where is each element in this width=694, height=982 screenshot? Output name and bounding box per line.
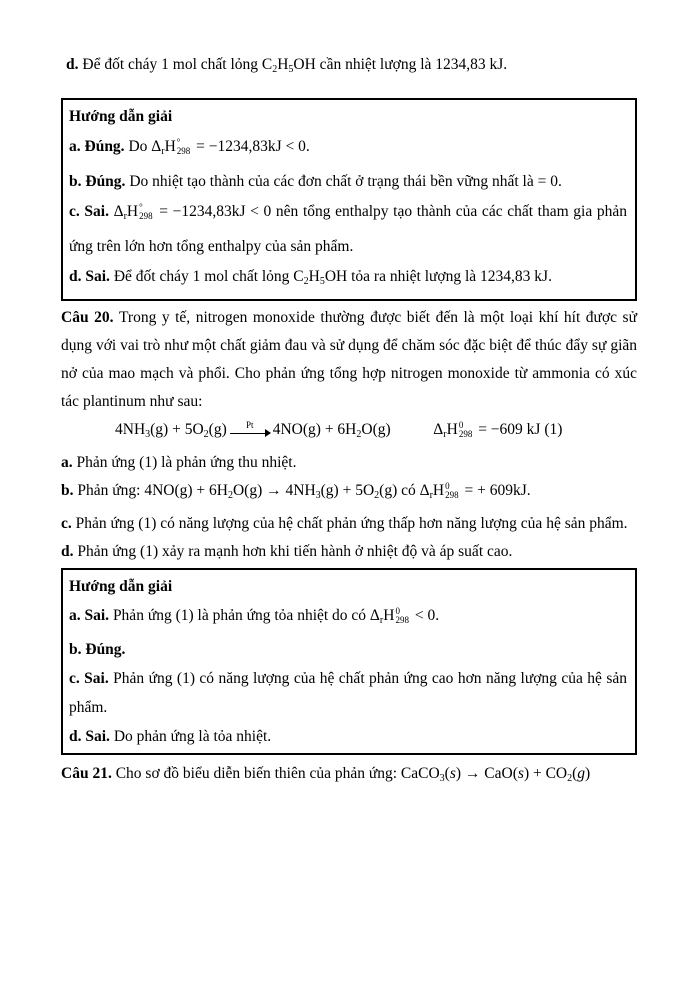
solution-box-2 bbox=[61, 568, 637, 755]
subscript: 298 bbox=[139, 211, 153, 222]
arrow-shaft-icon bbox=[230, 433, 270, 435]
text-run: OH cần nhiệt lượng là 1234,83 kJ. bbox=[293, 56, 508, 73]
superscript: ° bbox=[139, 202, 143, 213]
stacked-sup-sub bbox=[395, 607, 409, 625]
text-run: Δ bbox=[113, 203, 124, 220]
text-run: Phản ứng (1) có năng lượng của hệ chất phản ứng cao hơn năng lượng của hệ sản phẩm. bbox=[69, 670, 627, 716]
text-run: r bbox=[123, 211, 127, 222]
text-run: H bbox=[383, 607, 395, 624]
text-run: s bbox=[517, 765, 524, 782]
text-run: Phản ứng (1) là phản ứng thu nhiệt. bbox=[76, 454, 297, 471]
text-run: = + 609kJ. bbox=[460, 482, 531, 499]
text-run: s bbox=[449, 765, 456, 782]
text-run: b. Đúng. bbox=[69, 641, 126, 658]
text-run: ( bbox=[572, 765, 578, 782]
solution-box-1-line-c bbox=[69, 197, 627, 262]
text-run: Hướng dẫn giải bbox=[69, 108, 173, 125]
text-run: O(g) → 4NH bbox=[232, 482, 316, 499]
text-run: 2 bbox=[567, 773, 573, 784]
subscript: 298 bbox=[176, 146, 191, 157]
labeled-reaction-arrow-icon bbox=[230, 421, 270, 441]
text-run: 5 bbox=[319, 276, 325, 287]
text-run: r bbox=[443, 429, 447, 440]
text-run: d. bbox=[61, 543, 78, 560]
text-run: Δ bbox=[433, 421, 444, 438]
solution-box-2-line-b bbox=[69, 635, 627, 664]
text-run: 4NH bbox=[115, 421, 146, 438]
text-run: Phản ứng: 4NO(g) + 6H bbox=[77, 482, 228, 499]
text-run: (g) + 5O bbox=[150, 421, 204, 438]
superscript: 0 bbox=[445, 481, 450, 492]
subscript: 298 bbox=[458, 429, 473, 440]
text-run: Phản ứng (1) có năng lượng của hệ chất phản ứng thấp hơn năng lượng của hệ sản phẩm. bbox=[75, 515, 628, 532]
text-run: r bbox=[161, 146, 165, 157]
solution-box-1-line-a bbox=[69, 132, 627, 167]
solution-box-2-line-c bbox=[69, 664, 627, 722]
question-21-line bbox=[61, 760, 637, 793]
text-run: b. Đúng. bbox=[69, 173, 130, 190]
question-20-intro bbox=[61, 304, 637, 416]
text-run: 2 bbox=[227, 490, 233, 501]
text-run: d. bbox=[66, 56, 83, 73]
solution-box-2-line-a bbox=[69, 601, 627, 635]
text-run: 2 bbox=[272, 64, 278, 75]
superscript: ° bbox=[176, 137, 181, 148]
text-run: H bbox=[164, 138, 176, 155]
text-run: a. Đúng. bbox=[69, 138, 129, 155]
text-run: 2 bbox=[203, 429, 209, 440]
text-run: Do Δ bbox=[128, 138, 162, 155]
text-run: Để đốt cháy 1 mol chất lỏng C bbox=[82, 56, 273, 73]
text-run: (g) bbox=[208, 421, 227, 438]
stacked-sup-sub bbox=[177, 138, 191, 156]
solution-box-2-title bbox=[69, 572, 627, 601]
subscript: 298 bbox=[445, 490, 459, 501]
text-run: (g) + 5O bbox=[320, 482, 375, 499]
text-run: ) bbox=[585, 765, 591, 782]
solution-box-1-title bbox=[69, 102, 627, 132]
arrow-catalyst-label: Pt bbox=[245, 419, 254, 430]
question-20-statement-b bbox=[61, 477, 637, 510]
text-run: d. Sai. bbox=[69, 728, 114, 745]
statement-d-top bbox=[61, 50, 637, 85]
text-run: 2 bbox=[303, 276, 309, 287]
superscript: 0 bbox=[395, 606, 400, 617]
text-run: O(g) bbox=[361, 421, 391, 438]
text-run: H bbox=[446, 421, 458, 438]
text-run: (g) có Δ bbox=[379, 482, 430, 499]
subscript: 298 bbox=[395, 615, 409, 626]
stacked-sup-sub bbox=[459, 421, 473, 439]
text-run: a. Sai. bbox=[69, 607, 113, 624]
question-20-equation bbox=[115, 416, 637, 449]
text-run: H bbox=[308, 268, 320, 285]
text-run: 3 bbox=[145, 429, 151, 440]
text-run: H bbox=[126, 203, 139, 220]
stacked-sup-sub bbox=[445, 482, 459, 500]
text-run: 5 bbox=[288, 64, 294, 75]
text-run: = −1234,83kJ < 0. bbox=[192, 138, 310, 155]
text-run: ( bbox=[444, 765, 450, 782]
text-run: H bbox=[432, 482, 445, 499]
text-run: Do phản ứng là tỏa nhiệt. bbox=[113, 728, 272, 745]
text-run: Phản ứng (1) là phản ứng tỏa nhiệt do có Δ bbox=[112, 607, 380, 624]
question-20-statement-c bbox=[61, 510, 637, 538]
text-run: Do nhiệt tạo thành của các đơn chất ở trạng thái bền vững nhất là = 0. bbox=[129, 173, 562, 190]
text-run: = −1234,83kJ < 0 nên tổng enthalpy tạo thành của các chất tham gia phản ứng trên lớn hơn tổng enthalpy của sản phẩm. bbox=[69, 203, 627, 255]
text-run: Phản ứng (1) xảy ra mạnh hơn khi tiến hành ở nhiệt độ và áp suất cao. bbox=[77, 543, 513, 560]
text-run: 2 bbox=[374, 490, 380, 501]
text-run: Trong y tế, nitrogen monoxide thường được biết đến là một loại khí hít được sử dụng với vai trò như một chất giảm đau và sử dụng để chăm sóc đặc biệt để thúc đẩy sự giãn nở của mao mạch và phổi. Cho phản ứng tổng hợp nitrogen monoxide từ ammonia có xúc tác plantinum như sau: bbox=[61, 309, 637, 410]
text-run: 3 bbox=[439, 773, 445, 784]
text-run: g bbox=[577, 765, 586, 782]
text-run: = −609 kJ (1) bbox=[474, 421, 563, 438]
text-run: 4NO(g) + 6H bbox=[272, 421, 357, 438]
text-run: ) → CaO( bbox=[455, 765, 518, 782]
text-run: Hướng dẫn giải bbox=[69, 578, 173, 595]
text-run: ) + CO bbox=[523, 765, 568, 782]
question-20-statement-a bbox=[61, 449, 637, 477]
text-run: Cho sơ đồ biểu diễn biến thiên của phản ứng: CaCO bbox=[115, 765, 440, 782]
text-run: c. bbox=[61, 515, 76, 532]
text-run: d. Sai. bbox=[69, 268, 114, 285]
text-run: a. bbox=[61, 454, 77, 471]
superscript: 0 bbox=[458, 420, 464, 431]
text-run bbox=[391, 421, 434, 438]
question-20-statement-d bbox=[61, 538, 637, 566]
text-run: < 0. bbox=[410, 607, 440, 624]
solution-box-1 bbox=[61, 98, 637, 301]
solution-box-2-line-d bbox=[69, 722, 627, 751]
solution-box-1-line-b bbox=[69, 167, 627, 197]
text-run: Câu 20. bbox=[61, 309, 119, 326]
text-run: 3 bbox=[315, 490, 321, 501]
text-run: r bbox=[379, 615, 384, 626]
stacked-sup-sub bbox=[139, 203, 153, 221]
text-run: b. bbox=[61, 482, 78, 499]
text-run: c. Sai. bbox=[69, 670, 114, 687]
text-run: H bbox=[277, 56, 289, 73]
text-run: OH tỏa ra nhiệt lượng là 1234,83 kJ. bbox=[324, 268, 552, 285]
text-run: Câu 21. bbox=[61, 765, 116, 782]
text-run: r bbox=[429, 490, 433, 501]
solution-box-1-line-d bbox=[69, 262, 627, 297]
text-run: 2 bbox=[356, 429, 362, 440]
text-run: Để đốt cháy 1 mol chất lỏng C bbox=[113, 268, 304, 285]
text-run: c. Sai. bbox=[69, 203, 114, 220]
